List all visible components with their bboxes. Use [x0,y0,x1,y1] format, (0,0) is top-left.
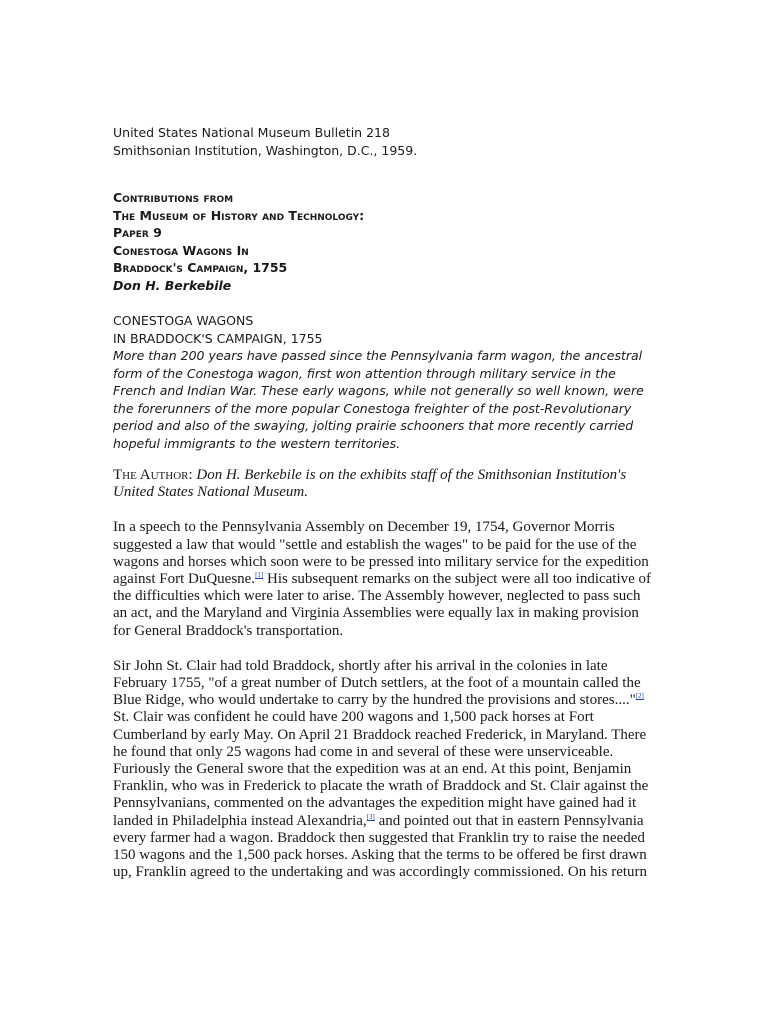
paragraph-line: landed in Philadelphia instead Alexandria, [113,812,367,829]
contributions-label: Contributions from [113,190,234,205]
paragraph-line: 150 wagons and the 1,500 pack horses. Asking that the terms to be offered be first drawn [113,847,647,864]
body-paragraph-2 [113,658,658,882]
body-paragraph-1 [113,519,658,639]
spacer [113,159,658,189]
paragraph-line: Sir John St. Clair had told Braddock, shortly after his arrival in the colonies in late [113,657,608,674]
publisher-line: Smithsonian Institution, Washington, D.C., 1959. [113,142,418,158]
abstract-line: More than 200 years have passed since the Pennsylvania farm wagon, the ancestral [113,348,643,363]
paragraph-line: the difficulties which were later to arise. The Assembly however, neglected to pass such [113,588,641,605]
spacer [113,294,658,312]
abstract-line: period and also of the swaying, jolting prairie schooners that more recently carried [113,418,634,433]
paper-title-line1: Conestoga Wagons In [113,242,249,258]
bulletin-title: United States National Museum Bulletin 218 [113,125,390,140]
paragraph-line: His subsequent remarks on the subject were all too indicative of [263,571,652,588]
paragraph-line: St. Clair was confident he could have 200 wagons and 1,500 pack horses at Fort [113,709,594,726]
title-block [113,189,658,294]
paper-title-line2: Braddock's Campaign, 1755 [113,260,288,275]
section-heading-line1: CONESTOGA WAGONS [113,313,254,328]
abstract-line: form of the Conestoga wagon, first won attention through military service in the [113,365,616,381]
paragraph-line: he found that only 25 wagons had come in and several of these were unserviceable. [113,743,614,760]
paragraph-line: every farmer had a wagon. Braddock then suggested that Franklin try to raise the needed [113,829,645,846]
author-note-text: United States National Museum. [113,484,308,501]
paragraph-line: Furiously the General swore that the expedition was at an end. At this point, Benjamin [113,761,632,778]
footnote-link-1[interactable]: [1] [255,571,264,580]
abstract-line: French and Indian War. These early wagons, while not generally so well known, were [113,383,644,398]
paragraph-line: and pointed out that in eastern Pennsylvania [374,812,644,829]
paragraph-line: Blue Ridge, who would undertake to carry by the hundred the provisions and stores...." [113,692,636,709]
footnote-link-2[interactable]: [2] [635,692,644,701]
author-note-text: Don H. Berkebile is on the exhibits staff of the Smithsonian Institution's [192,467,627,483]
paragraph-line: for General Braddock's transportation. [113,622,344,639]
author-name: Don H. Berkebile [113,277,232,293]
section-block [113,312,658,452]
paragraph-line: Cumberland by early May. On April 21 Braddock reached Frederick, in Maryland. There [113,726,647,743]
paragraph-line: suggested a law that would "settle and establish the wages" to be paid for the use of the [113,536,637,553]
paragraph-line: Franklin, who was in Frederick to placate the wrath of Braddock and St. Clair against the [113,778,649,795]
spacer [113,501,658,519]
document-page [113,124,658,881]
bulletin-header [113,124,658,159]
abstract [113,347,658,452]
spacer [113,640,658,658]
paragraph-line: Pennsylvanians, commented on the advantages the expedition might have gained had it [113,795,637,812]
section-heading-line2: IN BRADDOCK'S CAMPAIGN, 1755 [113,330,323,346]
paragraph-line: February 1755, "of a great number of Dutch settlers, at the foot of a mountain called the [113,675,641,692]
footnote-link-3[interactable]: [3] [366,812,375,821]
abstract-line: hopeful immigrants to the western territories. [113,435,401,451]
paragraph-line: an act, and the Maryland and Virginia Assemblies were equally lax in making provision [113,605,639,622]
abstract-line: the forerunners of the more popular Conestoga freighter of the post-Revolutionary [113,400,632,416]
paragraph-line: wagons and horses which soon were to be pressed into military service for the expedition [113,553,649,570]
paper-number: Paper 9 [113,225,162,240]
paragraph-line: In a speech to the Pennsylvania Assembly on December 19, 1754, Governor Morris [113,519,615,536]
paragraph-line: up, Franklin agreed to the undertaking and was accordingly commissioned. On his return [113,864,648,881]
museum-label: The Museum of History and Technology: [113,207,365,223]
spacer [113,452,658,467]
author-note-lead: The Author: [113,467,193,483]
paragraph-line: against Fort DuQuesne. [113,571,256,588]
author-note [113,467,658,501]
